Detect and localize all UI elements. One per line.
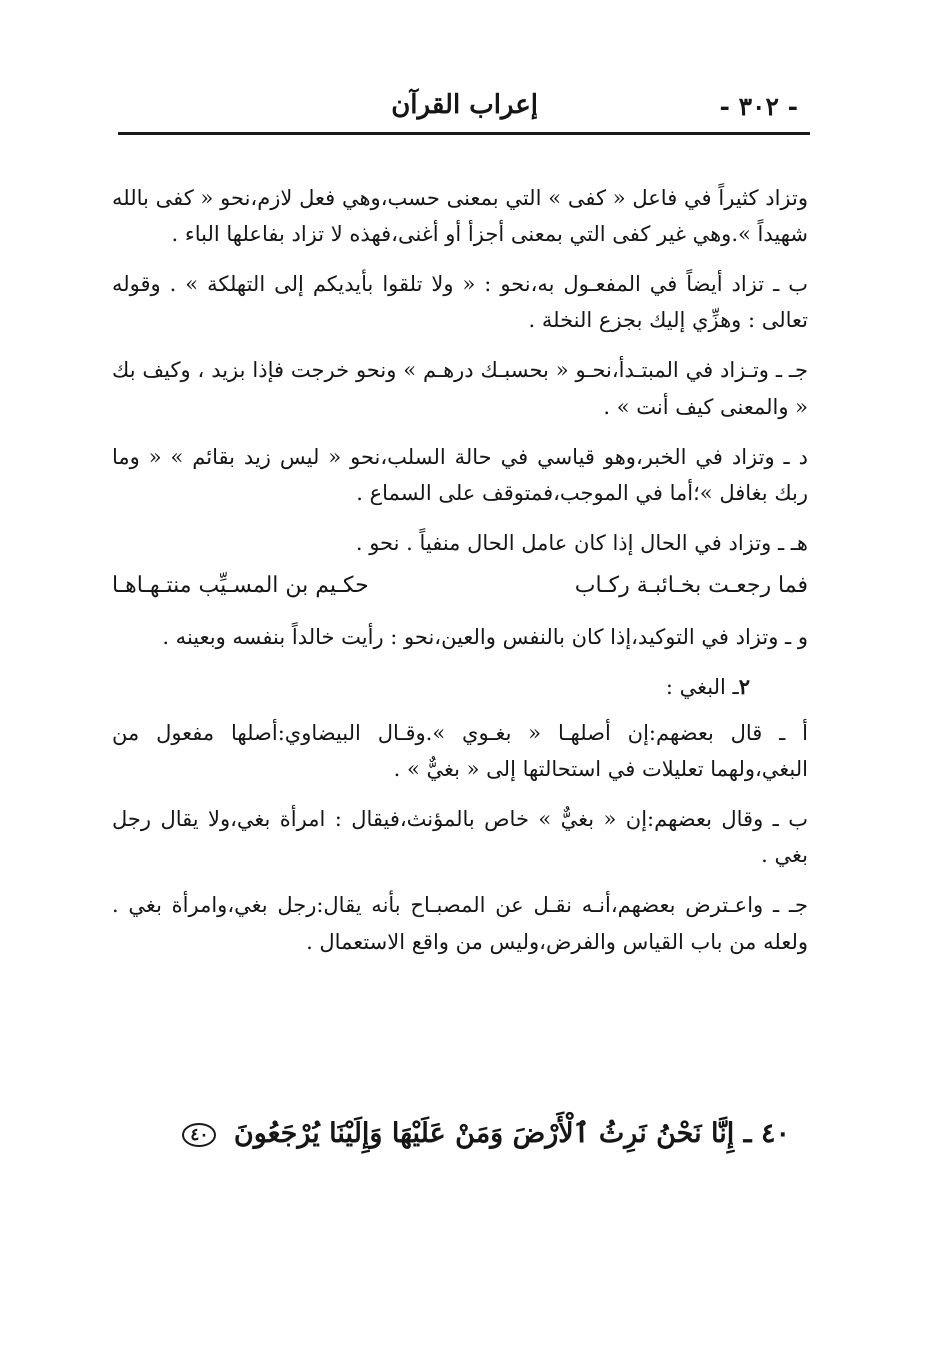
book-title: إعراب القرآن	[391, 90, 538, 120]
page-number: - ٣٠٢ -	[719, 92, 798, 121]
page-header	[118, 88, 806, 130]
paragraph-w-emphasis: و ـ وتزاد في التوكيد،إذا كان بالنفس والعين،نحو : رأيت خالداً بنفسه وبعينه .	[162, 624, 808, 649]
body-text	[112, 180, 808, 974]
verse-number: ٤٠ ـ	[743, 1118, 790, 1149]
quran-verse	[150, 1118, 790, 1149]
header-divider	[118, 132, 810, 135]
paragraph-kafa: وتزاد كثيراً في فاعل « كفى » التي بمعنى حسب،وهي فعل لازم،نحو « كفى بالله شهيداً ».وهي غير كفى التي بمعنى أجزأ أو أغنى،فهذه لا تزاد بفاعلها الباء .	[112, 186, 808, 247]
paragraph-b-feminine: ب ـ وقال بعضهم:إن « بغيٌّ » خاص بالمؤنث،فيقال : امرأة بغي،ولا يقال رجل بغي .	[112, 807, 808, 868]
paragraph-j-subject: جـ ـ وتـزاد في المبتـدأ،نحـو « بحسبـك درهـم » ونحو خرجت فإذا بزيد ، وكيف بك « والمعنى كيف أنت » .	[112, 358, 808, 419]
poem-second-hemistich: حكـيم بن المسـيِّب منتـهـاهـا	[112, 572, 369, 598]
paragraph-d-predicate: د ـ وتزاد في الخبر،وهو قياسي في حالة السلب،نحو « ليس زيد بقائم » « وما ربك بغافل »؛أما في الموجب،فمتوقف على السماع .	[112, 444, 808, 505]
section-heading-baghy	[112, 669, 808, 705]
verse-text: إِنَّا نَحْنُ نَرِثُ ٱلْأَرْضَ وَمَنْ عَلَيْهَا وَإِلَيْنَا يُرْجَعُونَ	[233, 1118, 735, 1149]
section-number: ٢	[738, 673, 750, 699]
paragraph-a-origin: أ ـ قال بعضهم:إن أصلهـا « بغـوي ».وقـال البيضاوي:أصلها مفعول من البغي،ولهما تعليلات في استحالتها إلى « بغيٌّ » .	[112, 721, 808, 782]
section-title: ـ البغي :	[665, 674, 739, 699]
paragraph-b-object: ب ـ تزاد أيضاً في المفعـول به،نحو : « ولا تلقوا بأيديكم إلى التهلكة » . وقوله تعالى : وهزِّي إليك بجزع النخلة .	[112, 272, 808, 333]
verse-end-marker: ٤٠	[182, 1123, 216, 1147]
paragraph-j-objection: جـ ـ واعـترض بعضهم،أنـه نقـل عن المصبـاح بأنه يقال:رجل بغي،وامرأة بغي . ولعله من باب القياس والفرض،وليس من واقع الاستعمال .	[112, 893, 808, 954]
poem-first-hemistich: فما رجعـت بخـائبـة ركـاب	[574, 572, 808, 598]
poem-verse	[112, 567, 808, 605]
paragraph-h-circumstantial: هـ ـ وتزاد في الحال إذا كان عامل الحال منفياً . نحو .	[355, 530, 808, 555]
